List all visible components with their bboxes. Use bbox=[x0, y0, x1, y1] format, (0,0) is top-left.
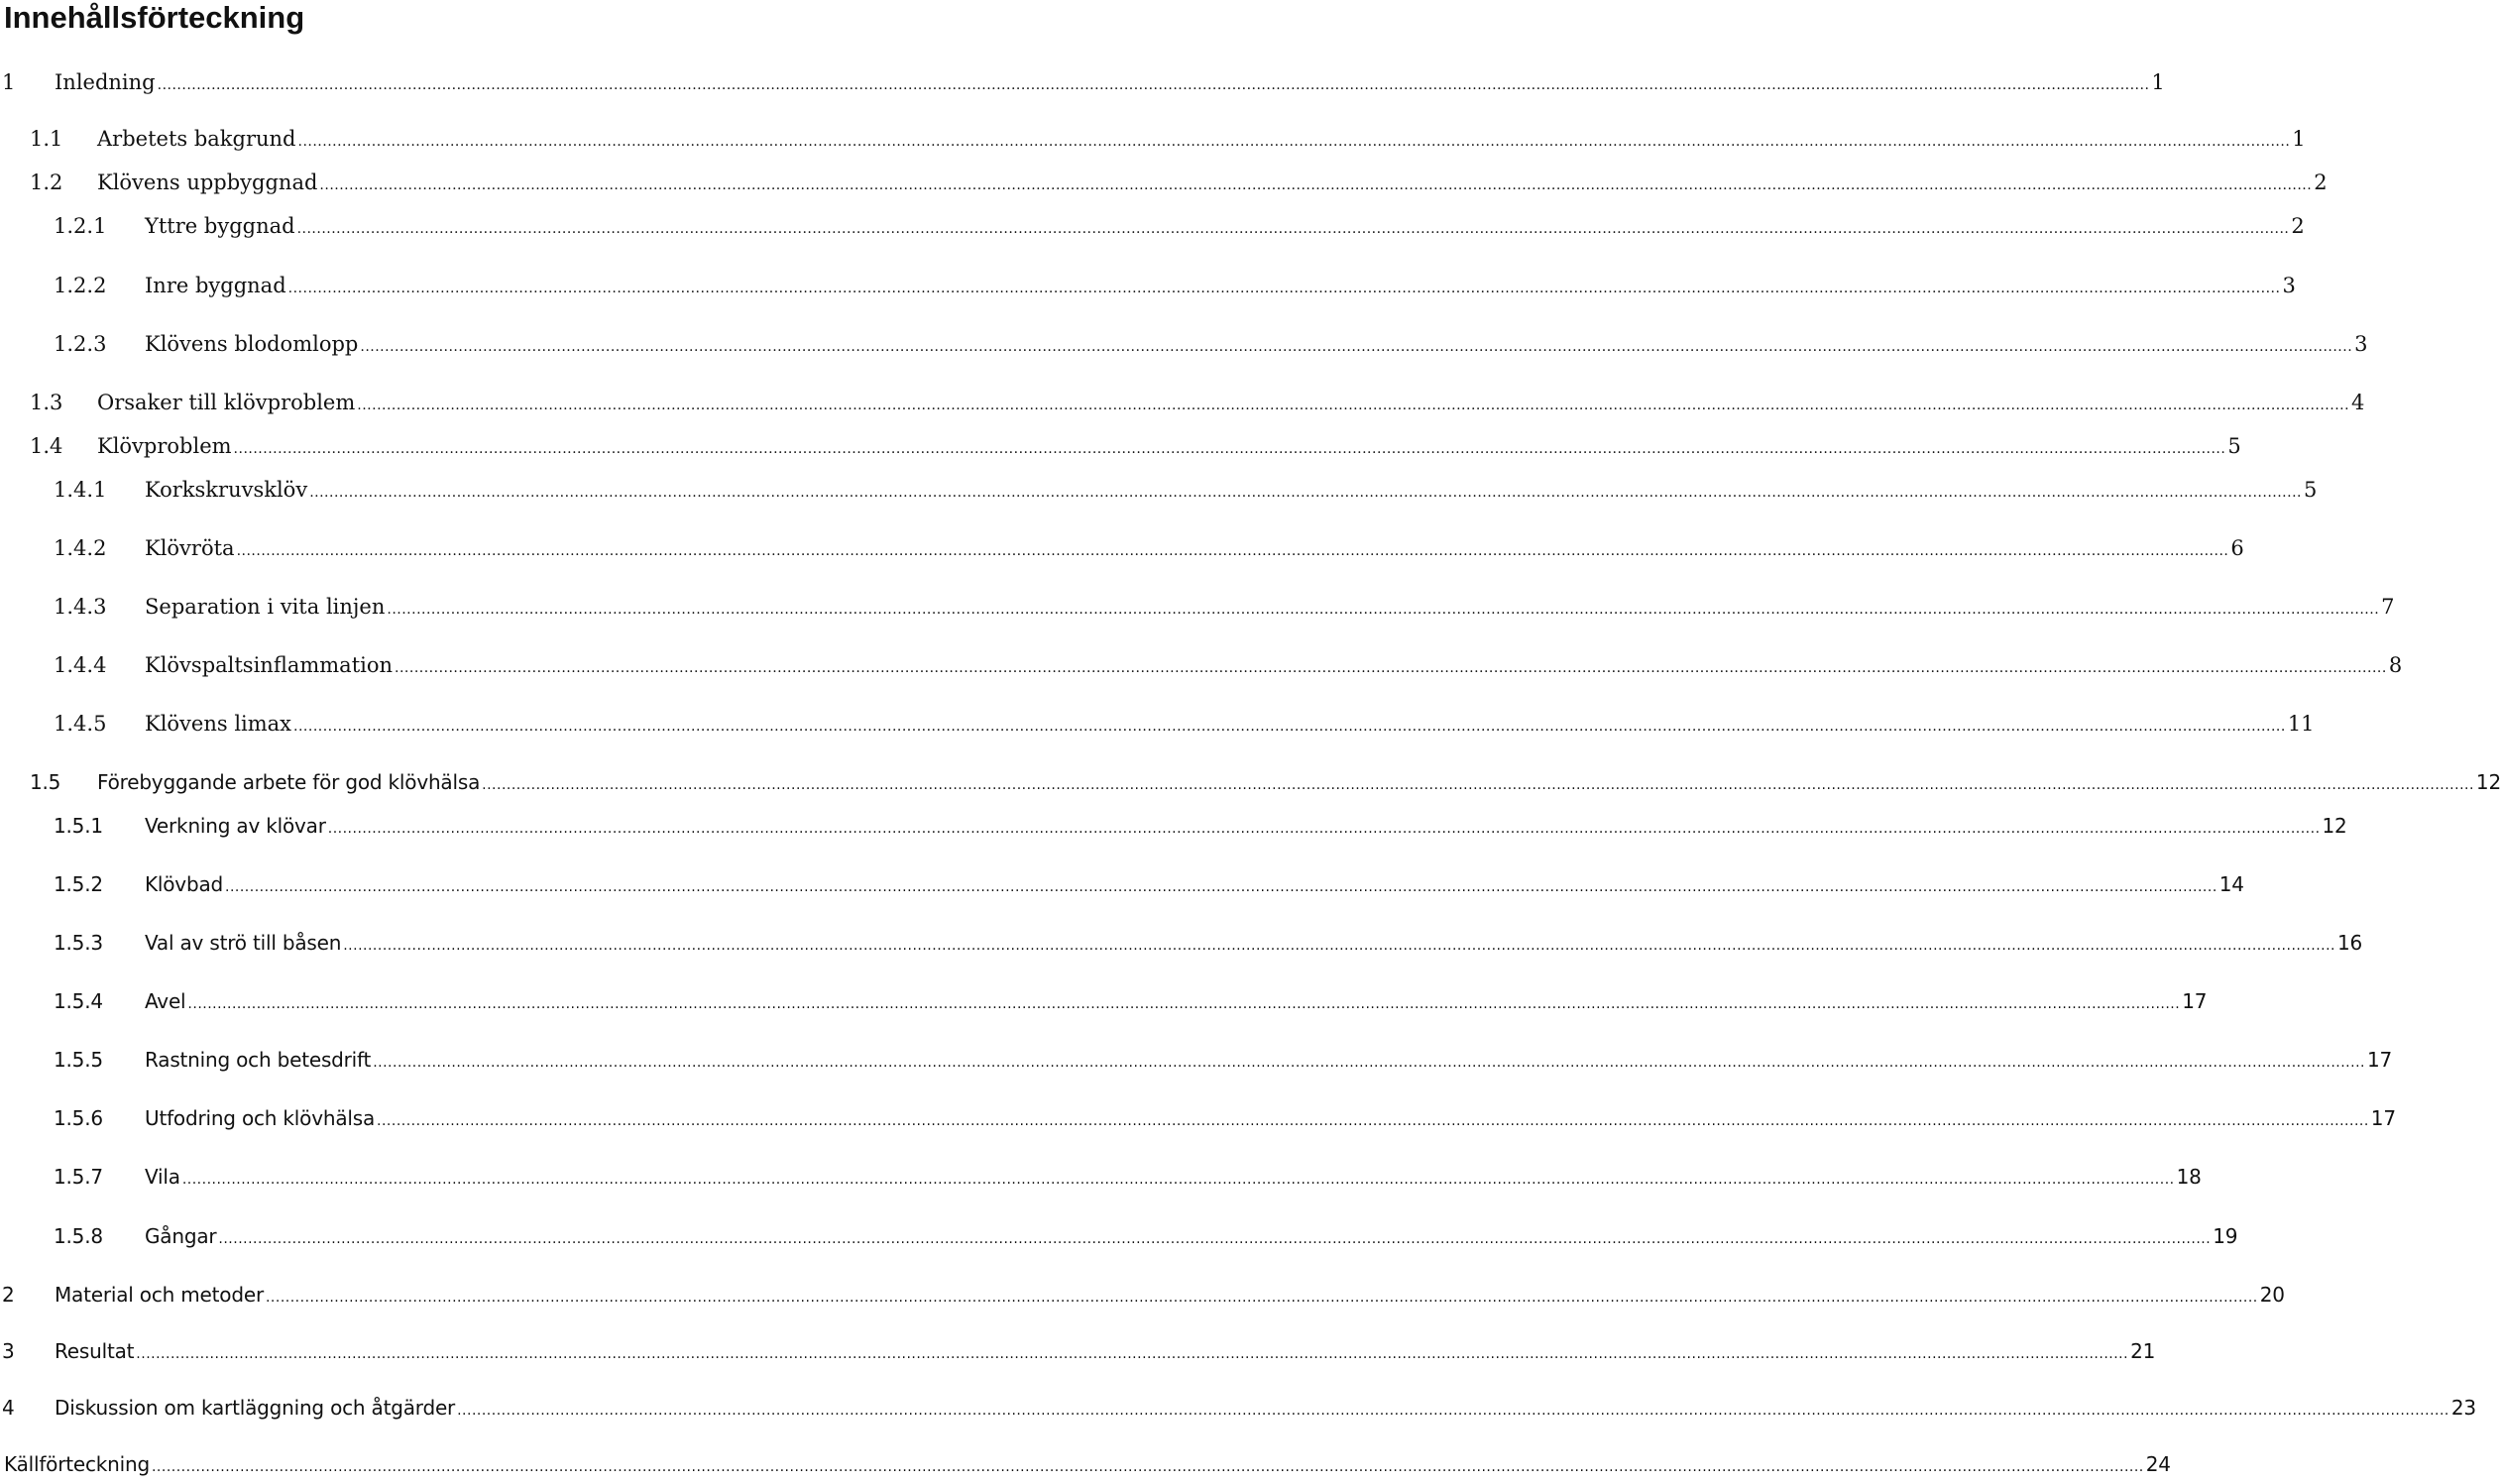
toc-entry[interactable] bbox=[0, 431, 2241, 461]
toc-entry[interactable] bbox=[0, 533, 2244, 563]
toc-entry-page: 5 bbox=[2227, 434, 2241, 458]
toc-dot-leader bbox=[266, 1283, 2258, 1313]
toc-entry-title: Verkning av klövar bbox=[145, 814, 326, 838]
toc-entry[interactable] bbox=[0, 928, 2363, 958]
toc-entry-number: 1.5 bbox=[30, 770, 61, 794]
toc-entry-title: Gångar bbox=[145, 1224, 217, 1248]
toc-dot-leader bbox=[293, 712, 2286, 742]
toc-entry[interactable] bbox=[0, 211, 2305, 241]
toc-entry-title: Yttre byggnad bbox=[145, 214, 295, 238]
toc-entry-number: 1.5.1 bbox=[54, 814, 103, 838]
toc-dot-leader bbox=[395, 653, 2387, 683]
toc-entry-title: Klövproblem bbox=[97, 434, 232, 458]
toc-entry-number: 1.5.3 bbox=[54, 931, 103, 955]
toc-entry-number: 1 bbox=[2, 70, 16, 94]
toc-entry[interactable] bbox=[0, 869, 2244, 899]
toc-entry-number: 1.5.8 bbox=[54, 1224, 103, 1248]
toc-entry-number: 1.5.5 bbox=[54, 1048, 103, 1072]
toc-entry-number: 1.4.5 bbox=[54, 712, 107, 736]
toc-entry-page: 3 bbox=[2354, 332, 2368, 356]
toc-entry-page: 16 bbox=[2337, 931, 2363, 955]
toc-entry-number: 4 bbox=[2, 1396, 15, 1420]
toc-dot-leader bbox=[182, 1165, 2175, 1195]
toc-entry-number: 1.2 bbox=[30, 171, 63, 194]
toc-dot-leader bbox=[360, 332, 2352, 362]
toc-entry[interactable] bbox=[0, 124, 2306, 154]
toc-entry-page: 18 bbox=[2176, 1165, 2202, 1189]
toc-entry-title: Diskussion om kartläggning och åtgärder bbox=[55, 1396, 456, 1420]
toc-entry[interactable] bbox=[0, 1103, 2396, 1133]
toc-entry-title: Separation i vita linjen bbox=[145, 595, 386, 619]
toc-entry[interactable] bbox=[0, 767, 2501, 797]
toc-entry-page: 21 bbox=[2130, 1339, 2156, 1363]
toc-entry-number: 1.1 bbox=[30, 127, 63, 151]
toc-dot-leader bbox=[319, 171, 2312, 200]
toc-dot-leader bbox=[457, 1396, 2449, 1426]
toc-entry[interactable] bbox=[0, 388, 2365, 417]
toc-entry-page: 8 bbox=[2388, 653, 2403, 677]
toc-dot-leader bbox=[152, 1452, 2144, 1482]
toc-dot-leader bbox=[218, 1224, 2211, 1254]
toc-entry-title: Klövens uppbyggnad bbox=[97, 171, 318, 194]
toc-entry-title: Val av strö till båsen bbox=[145, 931, 342, 955]
toc-entry-page: 7 bbox=[2381, 595, 2395, 619]
toc-dot-leader bbox=[343, 931, 2335, 961]
toc-entry[interactable] bbox=[0, 1393, 2476, 1423]
toc-entry[interactable] bbox=[0, 592, 2395, 622]
toc-entry[interactable] bbox=[0, 1221, 2238, 1251]
toc-entry-number: 1.4 bbox=[30, 434, 63, 458]
toc-dot-leader bbox=[158, 70, 2150, 100]
toc-entry[interactable] bbox=[0, 1045, 2393, 1075]
toc-entry-page: 4 bbox=[2351, 391, 2365, 414]
toc-entry-title: Rastning och betesdrift bbox=[145, 1048, 372, 1072]
toc-dot-leader bbox=[373, 1048, 2365, 1078]
toc-entry[interactable] bbox=[0, 1336, 2156, 1366]
toc-entry-title: Källförteckning bbox=[4, 1452, 150, 1476]
toc-entry-page: 5 bbox=[2303, 478, 2318, 502]
toc-entry-number: 1.5.2 bbox=[54, 872, 103, 896]
toc-entry[interactable] bbox=[0, 811, 2347, 841]
toc-entry-number: 2 bbox=[2, 1283, 15, 1307]
toc-entry-title: Vila bbox=[145, 1165, 180, 1189]
toc-entry-number: 1.5.7 bbox=[54, 1165, 103, 1189]
toc-entry-number: 3 bbox=[2, 1339, 15, 1363]
toc-entry-title: Klövspaltsinflammation bbox=[145, 653, 394, 677]
toc-entry-page: 19 bbox=[2213, 1224, 2238, 1248]
toc-entry-number: 1.5.4 bbox=[54, 989, 103, 1013]
toc-dot-leader bbox=[328, 814, 2321, 844]
toc-entry-title: Förebyggande arbete för god klövhälsa bbox=[97, 770, 481, 794]
toc-dot-leader bbox=[237, 536, 2229, 566]
toc-entry-title: Klövbad bbox=[145, 872, 223, 896]
toc-entry-page: 1 bbox=[2292, 127, 2306, 151]
toc-entry-page: 2 bbox=[2291, 214, 2305, 238]
toc-entry-number: 1.5.6 bbox=[54, 1106, 103, 1130]
toc-entry-title: Material och metoder bbox=[55, 1283, 264, 1307]
toc-dot-leader bbox=[297, 214, 2290, 244]
toc-dot-leader bbox=[309, 478, 2302, 508]
toc-entry[interactable] bbox=[0, 1280, 2285, 1310]
toc-entry-title: Klövens blodomlopp bbox=[145, 332, 359, 356]
toc-dot-leader bbox=[357, 391, 2349, 420]
toc-dot-leader bbox=[377, 1106, 2369, 1136]
toc-entry-page: 17 bbox=[2182, 989, 2208, 1013]
toc-entry[interactable] bbox=[0, 709, 2315, 739]
toc-entry[interactable] bbox=[0, 67, 2165, 97]
toc-entry-page: 14 bbox=[2218, 872, 2244, 896]
toc-entry[interactable] bbox=[0, 329, 2368, 359]
toc-entry-page: 1 bbox=[2151, 70, 2165, 94]
toc-entry[interactable] bbox=[0, 475, 2318, 505]
toc-entry[interactable] bbox=[0, 1449, 2171, 1479]
toc-entry[interactable] bbox=[0, 986, 2208, 1016]
toc-entry-page: 2 bbox=[2314, 171, 2328, 194]
toc-entry-number: 1.4.1 bbox=[54, 478, 107, 502]
toc-entry-number: 1.2.1 bbox=[54, 214, 107, 238]
toc-entry-number: 1.2.2 bbox=[54, 274, 107, 297]
toc-entry-title: Klövens limax bbox=[145, 712, 292, 736]
toc-dot-leader bbox=[136, 1339, 2128, 1369]
toc-dot-leader bbox=[298, 127, 2291, 157]
toc-entry-page: 11 bbox=[2287, 712, 2315, 736]
toc-entry-title: Inre byggnad bbox=[145, 274, 286, 297]
toc-entry[interactable] bbox=[0, 168, 2328, 197]
page-title: Innehållsförteckning bbox=[4, 0, 305, 35]
toc-dot-leader bbox=[187, 989, 2180, 1019]
toc-entry-page: 12 bbox=[2475, 770, 2501, 794]
toc-entry-title: Korkskruvsklöv bbox=[145, 478, 308, 502]
toc-entry[interactable] bbox=[0, 650, 2403, 680]
toc-entry-page: 6 bbox=[2230, 536, 2244, 560]
toc-dot-leader bbox=[387, 595, 2379, 625]
toc-entry-page: 17 bbox=[2370, 1106, 2396, 1130]
toc-entry-title: Utfodring och klövhälsa bbox=[145, 1106, 376, 1130]
toc-entry[interactable] bbox=[0, 1162, 2202, 1192]
toc-entry-title: Resultat bbox=[55, 1339, 135, 1363]
toc-entry-title: Inledning bbox=[55, 70, 156, 94]
toc-entry-page: 20 bbox=[2259, 1283, 2285, 1307]
toc-entry-number: 1.4.3 bbox=[54, 595, 107, 619]
toc-entry-title: Avel bbox=[145, 989, 186, 1013]
toc-dot-leader bbox=[234, 434, 2226, 464]
toc-entry-title: Klövröta bbox=[145, 536, 235, 560]
toc-entry-number: 1.4.2 bbox=[54, 536, 107, 560]
toc-entry-page: 12 bbox=[2322, 814, 2347, 838]
toc-entry-page: 17 bbox=[2366, 1048, 2393, 1072]
toc-entry-number: 1.4.4 bbox=[54, 653, 107, 677]
toc-entry-number: 1.3 bbox=[30, 391, 63, 414]
toc-entry-page: 23 bbox=[2450, 1396, 2476, 1420]
toc-dot-leader bbox=[288, 274, 2281, 303]
toc-entry[interactable] bbox=[0, 271, 2296, 300]
toc-entry-number: 1.2.3 bbox=[54, 332, 107, 356]
toc-entry-title: Orsaker till klövproblem bbox=[97, 391, 356, 414]
toc-entry-page: 3 bbox=[2282, 274, 2296, 297]
toc-entry-title: Arbetets bakgrund bbox=[97, 127, 296, 151]
toc-dot-leader bbox=[482, 770, 2474, 800]
toc-dot-leader bbox=[225, 872, 2217, 902]
toc-entry-page: 24 bbox=[2145, 1452, 2171, 1476]
